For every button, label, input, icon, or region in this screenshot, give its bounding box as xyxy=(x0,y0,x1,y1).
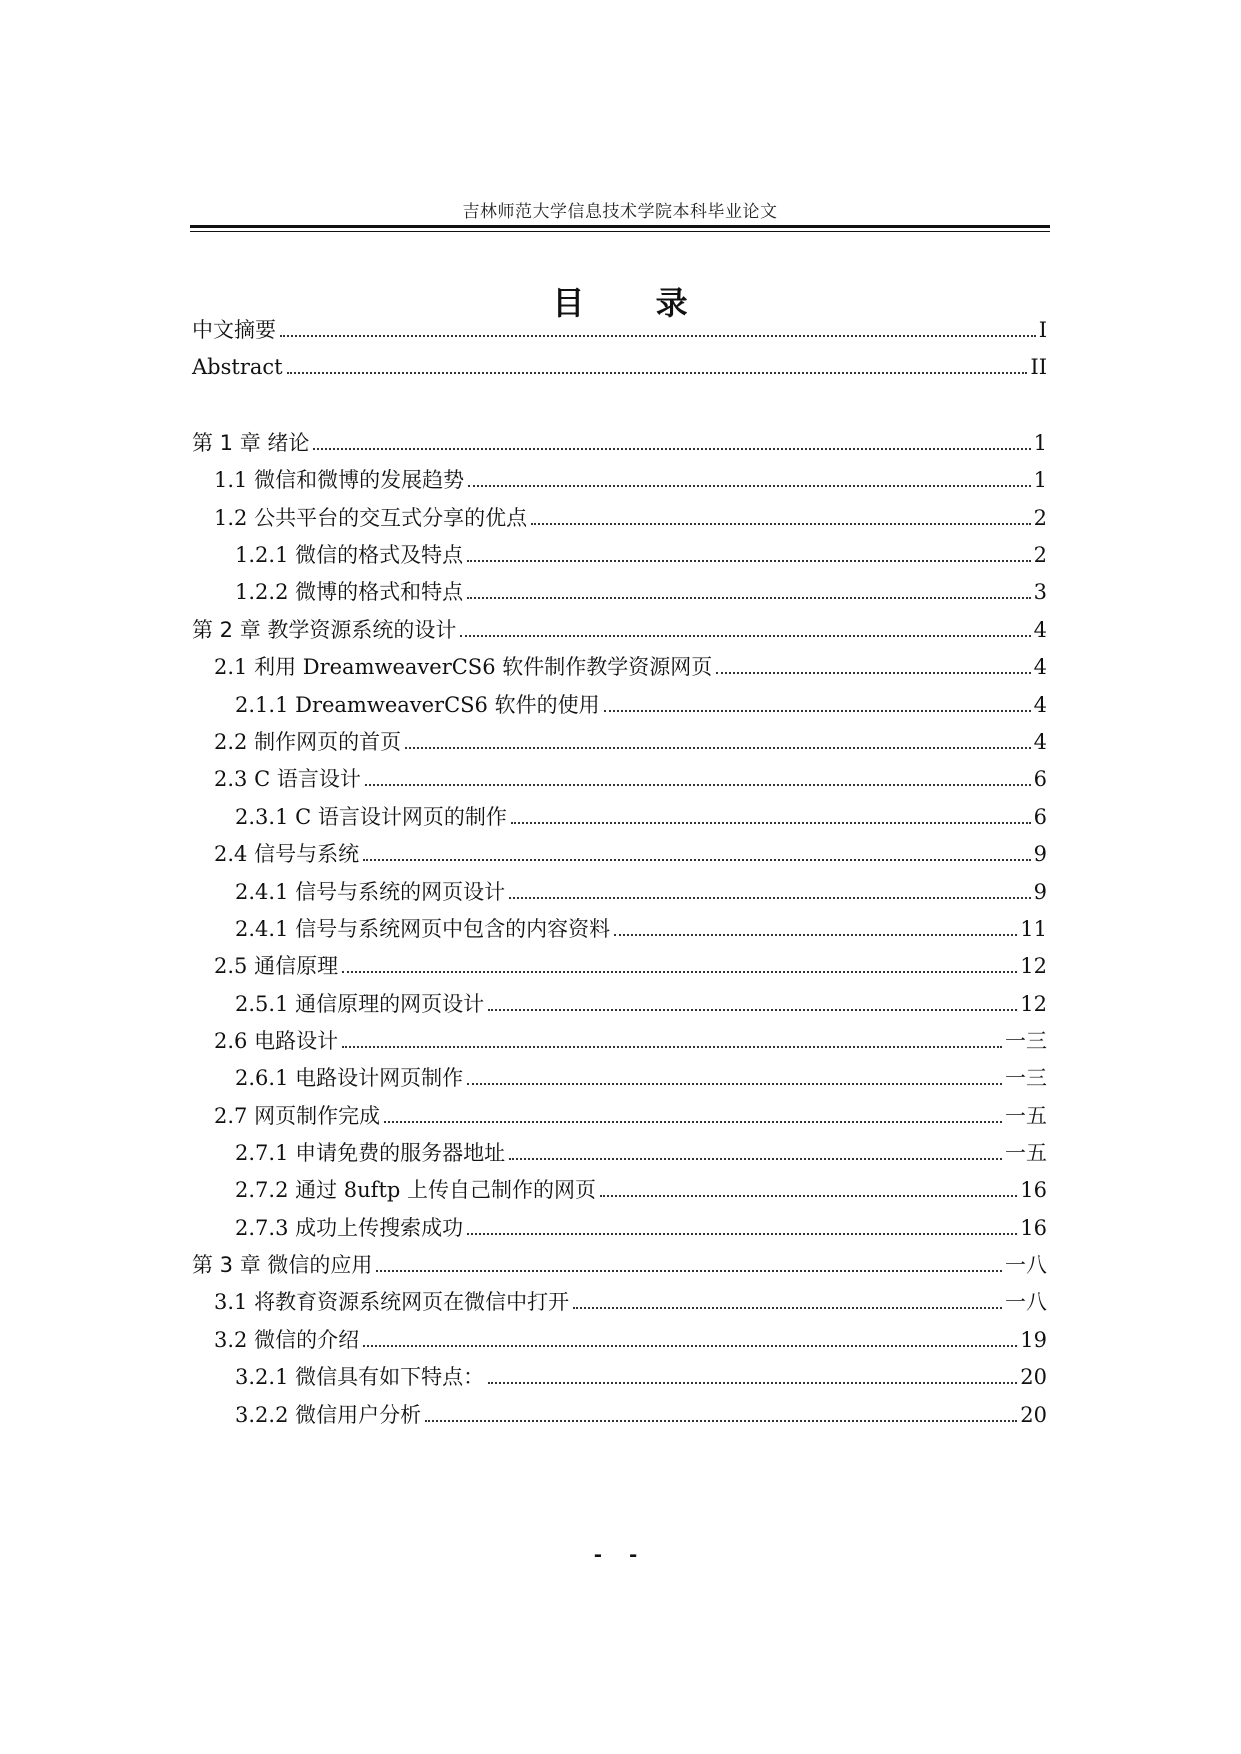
toc-entry-label: 2.6.1 电路设计网页制作 xyxy=(235,1066,464,1090)
toc-entry[interactable] xyxy=(192,1022,1047,1056)
dot-leader xyxy=(363,859,1031,861)
dot-leader xyxy=(488,1382,1017,1384)
toc-entry-page-number: 1 xyxy=(1033,431,1047,455)
toc-entry-label: 1.1 微信和微博的发展趋势 xyxy=(214,468,465,492)
toc-entry-label: 第 2 章 教学资源系统的设计 xyxy=(192,618,457,642)
dot-leader xyxy=(468,485,1031,487)
toc-entry-label: 3.2.2 微信用户分析 xyxy=(235,1403,422,1427)
toc-entry-page-number: 9 xyxy=(1033,880,1047,904)
toc-entry-label: 1.2 公共平台的交互式分享的优点 xyxy=(214,506,528,530)
toc-entry-page-number: 12 xyxy=(1020,954,1047,978)
toc-entry[interactable] xyxy=(192,1396,1047,1430)
toc-entry-label: 3.2 微信的介绍 xyxy=(214,1328,360,1352)
dot-leader xyxy=(467,597,1031,599)
toc-entry-label: 1.2.2 微博的格式和特点 xyxy=(235,580,464,604)
dot-leader xyxy=(467,1083,1002,1085)
toc-entry-page-number: 1 xyxy=(1033,468,1047,492)
dot-leader xyxy=(467,560,1031,562)
toc-entry[interactable] xyxy=(192,798,1047,832)
toc-entry-label: 中文摘要 xyxy=(192,318,276,342)
toc-entry[interactable] xyxy=(192,1134,1047,1168)
toc-entry-page-number: 一八 xyxy=(1005,1253,1047,1277)
dot-leader xyxy=(365,784,1031,786)
dot-leader xyxy=(604,710,1031,712)
toc-entry-label: 3.1 将教育资源系统网页在微信中打开 xyxy=(214,1290,570,1314)
toc-entry-label: 2.3.1 C 语言设计网页的制作 xyxy=(235,805,507,829)
toc-entry-label: 2.3 C 语言设计 xyxy=(214,767,361,791)
toc-entry[interactable] xyxy=(192,536,1047,570)
toc-entry[interactable] xyxy=(192,686,1047,720)
toc-entry-page-number: 一五 xyxy=(1005,1141,1047,1165)
toc-entry-label: 2.2 制作网页的首页 xyxy=(214,730,402,754)
dot-leader xyxy=(342,1046,1002,1048)
toc-entry-label: 2.7 网页制作完成 xyxy=(214,1104,381,1128)
toc-entry-label: 2.5 通信原理 xyxy=(214,954,339,978)
toc-entry-label: 2.4.1 信号与系统的网页设计 xyxy=(235,880,506,904)
toc-entry-page-number: 20 xyxy=(1020,1365,1047,1389)
toc-entry-page-number: 4 xyxy=(1033,655,1047,679)
toc-entry-label: 2.1.1 DreamweaverCS6 软件的使用 xyxy=(235,693,600,717)
toc-entry[interactable] xyxy=(192,573,1047,607)
toc-entry-page-number: 16 xyxy=(1020,1216,1047,1240)
dot-leader xyxy=(614,934,1017,936)
toc-entry[interactable] xyxy=(192,1209,1047,1243)
toc-entry-page-number: 一三 xyxy=(1005,1066,1047,1090)
toc-entry[interactable] xyxy=(192,723,1047,757)
dot-leader xyxy=(363,1345,1017,1347)
toc-entry-page-number: 4 xyxy=(1033,693,1047,717)
toc-entry[interactable] xyxy=(192,835,1047,869)
toc-entry-label: 2.7.3 成功上传搜索成功 xyxy=(235,1216,464,1240)
toc-entry[interactable] xyxy=(192,1283,1047,1317)
dot-leader xyxy=(511,822,1031,824)
header-rule-thin xyxy=(190,231,1050,232)
toc-entry-page-number: 一三 xyxy=(1005,1029,1047,1053)
toc-entry-page-number: 4 xyxy=(1033,618,1047,642)
dot-leader xyxy=(531,523,1031,525)
toc-entry[interactable] xyxy=(192,873,1047,907)
page-number-footer: - - xyxy=(593,1542,648,1566)
dot-leader xyxy=(467,1233,1017,1235)
dot-leader xyxy=(488,1009,1017,1011)
dot-leader xyxy=(287,372,1028,374)
toc-entry-label: 2.7.2 通过 8uftp 上传自己制作的网页 xyxy=(235,1178,596,1202)
toc-entry[interactable] xyxy=(192,461,1047,495)
toc-entry[interactable] xyxy=(192,499,1047,533)
dot-leader xyxy=(376,1270,1002,1272)
toc-entry-page-number: 6 xyxy=(1033,805,1047,829)
toc-entry-label: 2.1 利用 DreamweaverCS6 软件制作教学资源网页 xyxy=(214,655,713,679)
toc-entry-label: 1.2.1 微信的格式及特点 xyxy=(235,543,464,567)
toc-entry[interactable] xyxy=(192,1358,1047,1392)
toc-entry[interactable] xyxy=(192,1171,1047,1205)
toc-entry-label: 2.7.1 申请免费的服务器地址 xyxy=(235,1141,506,1165)
toc-entry-label: Abstract xyxy=(192,355,283,379)
toc-entry[interactable] xyxy=(192,648,1047,682)
toc-entry-page-number: I xyxy=(1038,318,1047,342)
toc-entry-page-number: 一八 xyxy=(1005,1290,1047,1314)
toc-entry-page-number: 3 xyxy=(1033,580,1047,604)
toc-entry-label: 2.5.1 通信原理的网页设计 xyxy=(235,992,485,1016)
dot-leader xyxy=(509,1158,1002,1160)
toc-entry[interactable] xyxy=(192,424,1047,458)
toc-entry[interactable] xyxy=(192,1059,1047,1093)
toc-entry[interactable] xyxy=(192,947,1047,981)
toc-entry-label: 3.2.1 微信具有如下特点： xyxy=(235,1365,485,1389)
dot-leader xyxy=(313,448,1030,450)
toc-entry[interactable] xyxy=(192,311,1047,345)
dot-leader xyxy=(425,1420,1017,1422)
toc-entry-label: 2.4 信号与系统 xyxy=(214,842,360,866)
toc-title: 目 录 xyxy=(552,284,718,322)
toc-entry-page-number: 9 xyxy=(1033,842,1047,866)
toc-entry[interactable] xyxy=(192,348,1047,382)
toc-entry-page-number: II xyxy=(1030,355,1047,379)
dot-leader xyxy=(384,1121,1002,1123)
toc-entry-page-number: 20 xyxy=(1020,1403,1047,1427)
dot-leader xyxy=(342,971,1017,973)
dot-leader xyxy=(280,335,1036,337)
toc-entry[interactable] xyxy=(192,1246,1047,1280)
toc-entry-label: 第 1 章 绪论 xyxy=(192,431,310,455)
toc-entry-page-number: 一五 xyxy=(1005,1104,1047,1128)
toc-entry-page-number: 12 xyxy=(1020,992,1047,1016)
toc-entry[interactable] xyxy=(192,760,1047,794)
header-rule xyxy=(190,225,1050,228)
dot-leader xyxy=(509,897,1031,899)
toc-entry-label: 2.4.1 信号与系统网页中包含的内容资料 xyxy=(235,917,611,941)
toc-entry-label: 第 3 章 微信的应用 xyxy=(192,1253,373,1277)
toc-entry[interactable] xyxy=(192,910,1047,944)
toc-entry-page-number: 2 xyxy=(1033,506,1047,530)
toc-entry[interactable] xyxy=(192,985,1047,1019)
toc-entry-page-number: 19 xyxy=(1020,1328,1047,1352)
toc-entry-page-number: 4 xyxy=(1033,730,1047,754)
dot-leader xyxy=(573,1307,1002,1309)
toc-entry-page-number: 11 xyxy=(1020,917,1047,941)
dot-leader xyxy=(405,747,1031,749)
toc-entry[interactable] xyxy=(192,611,1047,645)
running-header: 吉林师范大学信息技术学院本科毕业论文 xyxy=(462,202,778,222)
dot-leader xyxy=(600,1195,1017,1197)
toc-entry[interactable] xyxy=(192,1097,1047,1131)
toc-entry[interactable] xyxy=(192,1321,1047,1355)
toc-entry-page-number: 16 xyxy=(1020,1178,1047,1202)
toc-entry-page-number: 6 xyxy=(1033,767,1047,791)
toc-entry-page-number: 2 xyxy=(1033,543,1047,567)
dot-leader xyxy=(460,635,1030,637)
dot-leader xyxy=(716,672,1030,674)
toc-entry-label: 2.6 电路设计 xyxy=(214,1029,339,1053)
